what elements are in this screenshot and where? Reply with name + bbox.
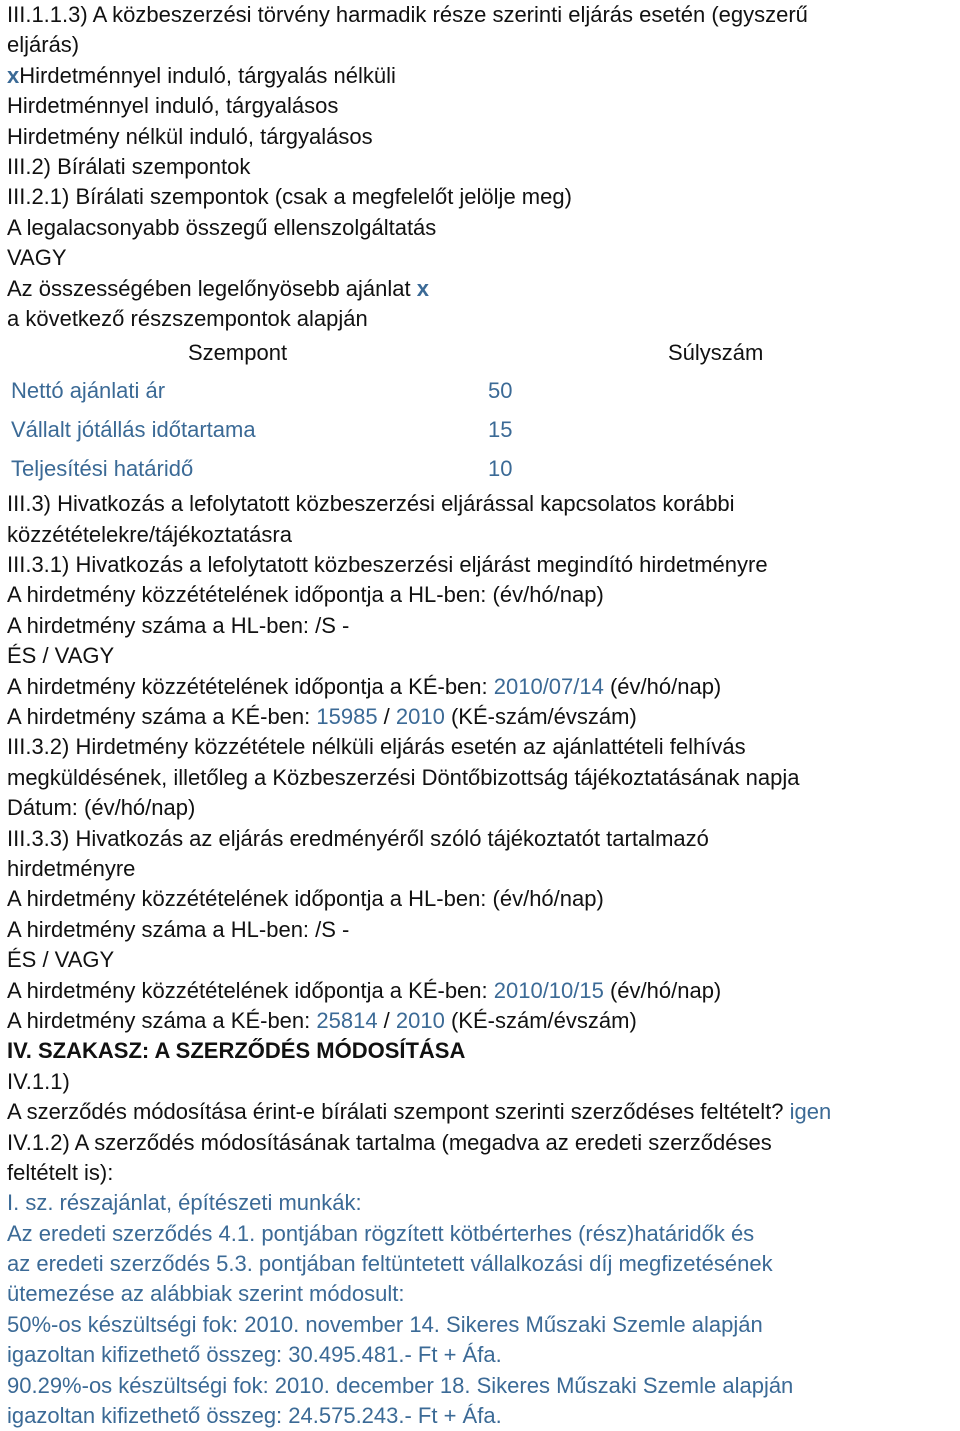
criteria-table xyxy=(7,334,960,489)
ke-number-label: A hirdetmény száma a KÉ-ben: xyxy=(7,1007,317,1033)
ke-date-line xyxy=(7,672,960,702)
and-or-separator: ÉS / VAGY xyxy=(7,947,115,973)
modification-text-line: az eredeti szerződés 5.3. pontjában feltüntetett vállalkozási díj megfizetésének xyxy=(7,1251,773,1277)
criterion-cell: Teljesítési határidő xyxy=(11,456,194,482)
criteria-option-selected xyxy=(7,274,960,304)
section-3-3-1-title: III.3.1) Hivatkozás a lefolytatott közbeszerzési eljárást megindító hirdetményre xyxy=(7,552,768,578)
ke-number-value: 15985 xyxy=(316,704,378,730)
criterion-cell: Nettó ajánlati ár xyxy=(11,378,166,404)
procedure-option-selected xyxy=(7,61,960,91)
criteria-option: A legalacsonyabb összegű ellenszolgáltatás xyxy=(7,214,437,240)
procedure-option: Hirdetmény nélkül induló, tárgyalásos xyxy=(7,123,373,149)
criteria-note: a következő részszempontok alapján xyxy=(7,305,368,331)
section-3-3-3-title-cont: hirdetményre xyxy=(7,855,136,881)
or-separator: VAGY xyxy=(7,245,67,271)
hl-number-line: A hirdetmény száma a HL-ben: /S - xyxy=(7,916,350,942)
date-format-label: (év/hó/nap) xyxy=(603,977,722,1003)
hl-date-line: A hirdetmény közzétételének időpontja a HL-ben: (év/hó/nap) xyxy=(7,582,604,608)
ke-number-line xyxy=(7,702,960,732)
table-row xyxy=(7,372,960,411)
date-line: Dátum: (év/hó/nap) xyxy=(7,795,196,821)
section-3-2-1-title: III.2.1) Bírálati szempontok (csak a megfelelőt jelölje meg) xyxy=(7,184,572,210)
procedure-option-label: Hirdetménnyel induló, tárgyalás nélküli xyxy=(19,62,396,88)
modification-question-label: A szerződés módosítása érint-e bírálati szempont szerinti szerződéses feltételt? xyxy=(7,1099,790,1125)
document-body xyxy=(7,0,960,1431)
number-format-label: (KÉ-szám/évszám) xyxy=(444,704,637,730)
ke-number-label: A hirdetmény száma a KÉ-ben: xyxy=(7,704,317,730)
section-4-heading: IV. SZAKASZ: A SZERZŐDÉS MÓDOSÍTÁSA xyxy=(7,1038,466,1064)
ke-date-line xyxy=(7,976,960,1006)
modification-text-line: I. sz. részajánlat, építészeti munkák: xyxy=(7,1190,362,1216)
and-or-separator: ÉS / VAGY xyxy=(7,643,115,669)
weight-cell: 15 xyxy=(488,417,513,443)
header-weight: Súlyszám xyxy=(668,340,764,366)
ke-date-label: A hirdetmény közzétételének időpontja a KÉ-ben: xyxy=(7,673,494,699)
section-3-3-title-cont: közzétételekre/tájékoztatásra xyxy=(7,521,292,547)
selected-mark: x xyxy=(416,275,429,301)
ke-date-value: 2010/10/15 xyxy=(493,977,604,1003)
hl-number-line: A hirdetmény száma a HL-ben: /S - xyxy=(7,612,350,638)
ke-year-value: 2010 xyxy=(395,704,445,730)
section-3-3-2-title: III.3.2) Hirdetmény közzététele nélküli eljárás esetén az ajánlattételi felhívás xyxy=(7,734,746,760)
criterion-cell: Vállalt jótállás időtartama xyxy=(11,417,256,443)
ke-year-value: 2010 xyxy=(395,1007,445,1033)
ke-number-line xyxy=(7,1006,960,1036)
criteria-option-label: Az összességében legelőnyösebb ajánlat xyxy=(7,275,411,301)
section-3-2-title: III.2) Bírálati szempontok xyxy=(7,153,251,179)
table-row xyxy=(7,411,960,450)
modification-text-line: 50%-os készültségi fok: 2010. november 14. Sikeres Műszaki Szemle alapján xyxy=(7,1311,763,1337)
header-criterion: Szempont xyxy=(188,340,288,366)
section-3-3-title: III.3) Hivatkozás a lefolytatott közbeszerzési eljárással kapcsolatos korábbi xyxy=(7,491,735,517)
modification-text-line: Az eredeti szerződés 4.1. pontjában rögzített kötbérterhes (rész)határidők és xyxy=(7,1220,755,1246)
modification-text-line: igazoltan kifizethető összeg: 30.495.481.- Ft + Áfa. xyxy=(7,1342,502,1368)
section-3-1-1-3-title-cont: eljárás) xyxy=(7,32,80,58)
hl-date-line: A hirdetmény közzétételének időpontja a HL-ben: (év/hó/nap) xyxy=(7,886,604,912)
procedure-option: Hirdetménnyel induló, tárgyalásos xyxy=(7,93,339,119)
weight-cell: 10 xyxy=(488,456,513,482)
section-3-3-3-title: III.3.3) Hivatkozás az eljárás eredményéről szóló tájékoztatót tartalmazó xyxy=(7,825,709,851)
ke-number-separator: / xyxy=(377,1007,396,1033)
modification-question xyxy=(7,1097,960,1127)
ke-date-label: A hirdetmény közzétételének időpontja a KÉ-ben: xyxy=(7,977,494,1003)
ke-number-separator: / xyxy=(377,704,396,730)
weight-cell: 50 xyxy=(488,378,513,404)
table-row xyxy=(7,450,960,489)
date-format-label: (év/hó/nap) xyxy=(603,673,722,699)
modification-text-line: ütemezése az alábbiak szerint módosult: xyxy=(7,1281,405,1307)
section-4-1-2-title-cont: feltételt is): xyxy=(7,1159,114,1185)
section-3-3-2-title-cont: megküldésének, illetőleg a Közbeszerzési Döntőbizottság tájékoztatásának napja xyxy=(7,764,800,790)
modification-text-line: igazoltan kifizethető összeg: 24.575.243.- Ft + Áfa. xyxy=(7,1403,502,1429)
modification-text-line: 90.29%-os készültségi fok: 2010. december 18. Sikeres Műszaki Szemle alapján xyxy=(7,1372,794,1398)
number-format-label: (KÉ-szám/évszám) xyxy=(444,1007,637,1033)
modification-answer: igen xyxy=(789,1099,832,1125)
ke-date-value: 2010/07/14 xyxy=(493,673,604,699)
section-4-1-2-title: IV.1.2) A szerződés módosításának tartalma (megadva az eredeti szerződéses xyxy=(7,1129,772,1155)
section-4-1-1-title: IV.1.1) xyxy=(7,1068,70,1094)
criteria-table-header xyxy=(7,334,960,372)
section-3-1-1-3-title: III.1.1.3) A közbeszerzési törvény harmadik része szerinti eljárás esetén (egyszerű xyxy=(7,2,808,27)
ke-number-value: 25814 xyxy=(316,1007,378,1033)
selected-mark: x xyxy=(7,62,20,88)
